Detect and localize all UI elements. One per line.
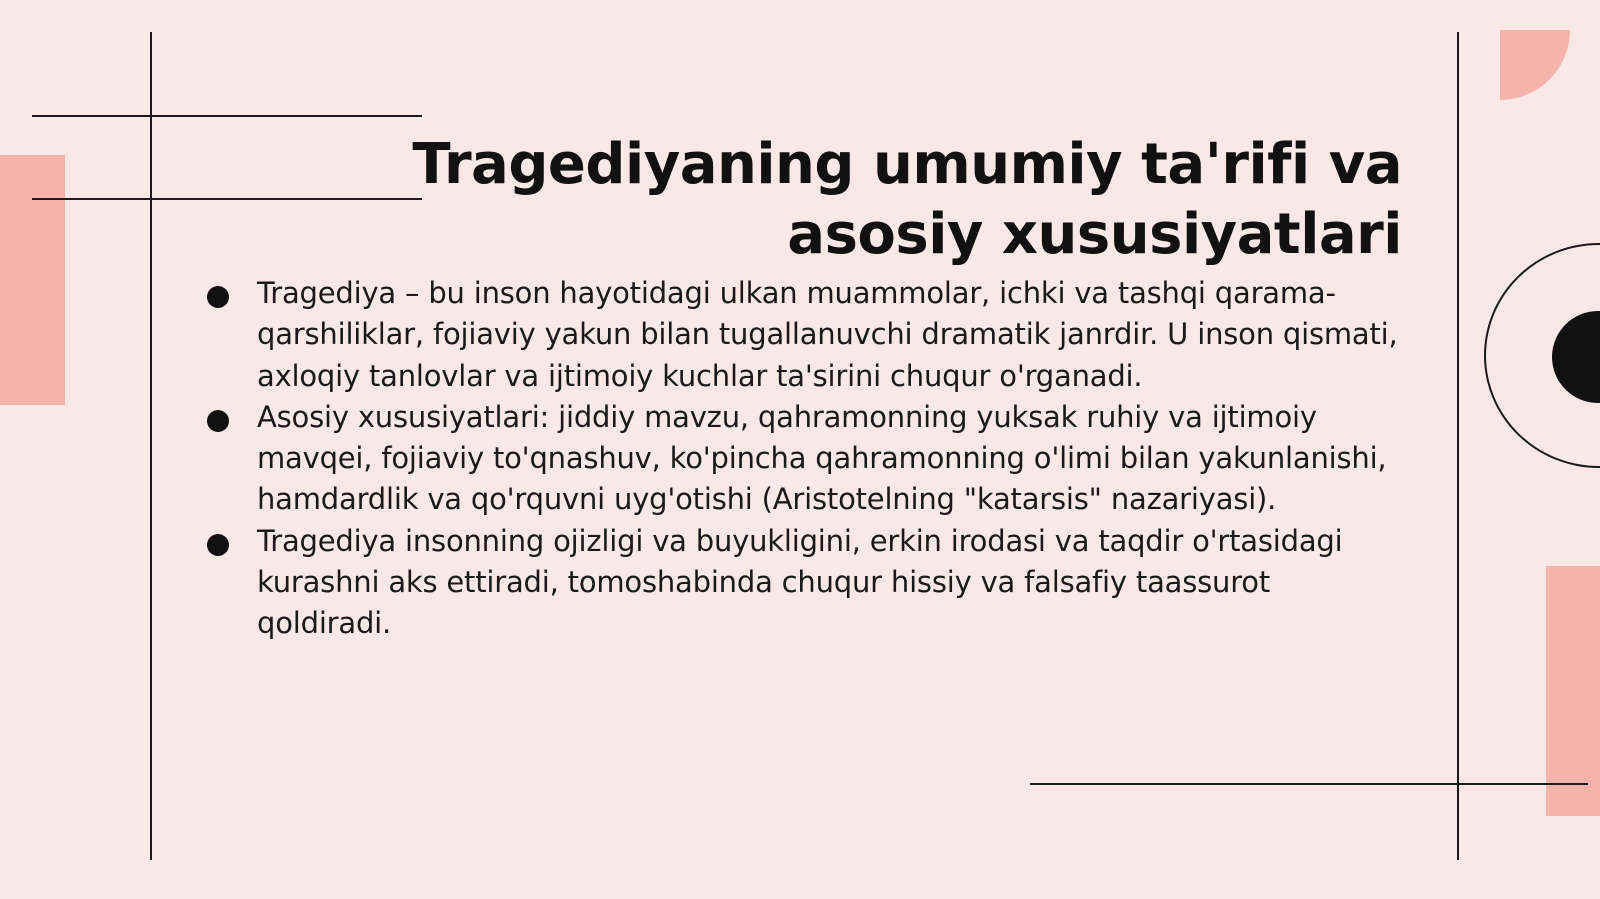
decorative-vertical-line-left [150,32,152,860]
decorative-vertical-line-right [1457,32,1459,860]
decorative-pink-rectangle-right [1546,566,1600,816]
bullet-text-1: Tragediya – bu inson hayotidagi ulkan muammolar, ichki va tashqi qarama-qarshiliklar, fojiaviy yakun bilan tugallanuvchi dramatik janrdir. U inson qismati, axloqiy tanlovlar va ijtimoiy kuchlar ta'sirini chuqur o'rganadi. [257,276,1398,393]
bullet-dot-icon [207,534,229,556]
decorative-horizontal-line-top-1 [32,115,422,117]
bullet-item-2 [205,397,1405,521]
bullet-list [205,273,1405,645]
decorative-horizontal-line-bottom [1030,783,1588,785]
bullet-item-3 [205,521,1405,645]
slide-title: Tragediyaning umumiy ta'rifi va asosiy xususiyatlari [412,132,1402,267]
decorative-pink-rectangle-left [0,155,65,405]
decorative-pink-quarter-circle [1500,30,1570,100]
bullet-dot-icon [207,410,229,432]
bullet-text-3: Tragediya insonning ojizligi va buyukligini, erkin irodasi va taqdir o'rtasidagi kurashni aks ettiradi, tomoshabinda chuqur hissiy va falsafiy taassurot qoldiradi. [257,523,1343,641]
bullet-dot-icon [207,286,229,308]
bullet-item-1 [205,273,1405,397]
bullet-text-2: Asosiy xususiyatlari: jiddiy mavzu, qahramonning yuksak ruhiy va ijtimoiy mavqei, fojiaviy to'qnashuv, ko'pincha qahramonning o'limi bilan yakunlanishi, hamdardlik va qo'rquvni uyg'otishi (Aristotelning "katarsis" nazariyasi). [257,399,1387,517]
